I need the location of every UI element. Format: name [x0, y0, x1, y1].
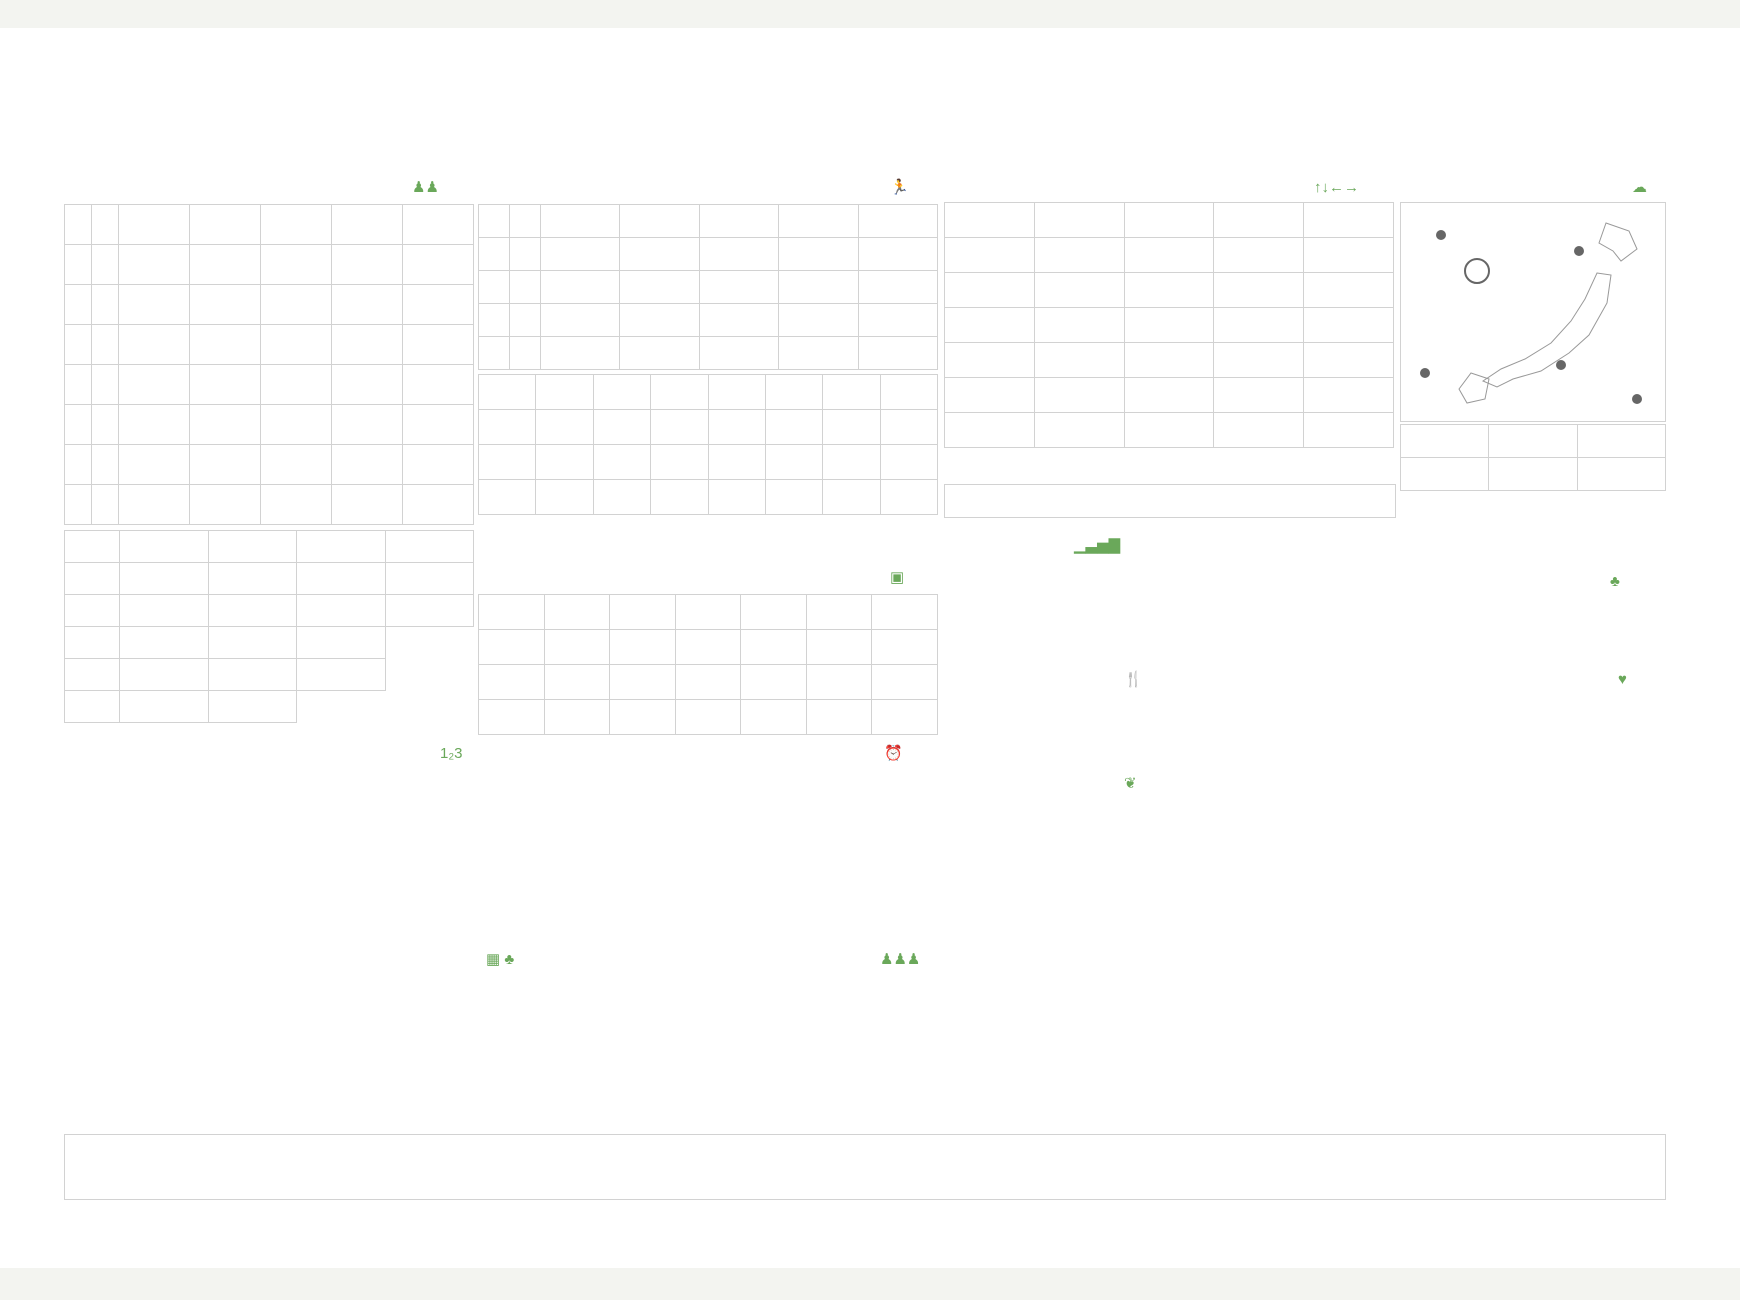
word-cell	[479, 480, 536, 515]
word-cell	[593, 445, 650, 480]
word-cell	[190, 365, 261, 405]
table-row	[65, 563, 474, 595]
calendar-icon: ▦ ♣	[486, 951, 515, 968]
table-row	[479, 271, 938, 304]
word-cell	[1034, 203, 1124, 238]
word-cell	[945, 203, 1035, 238]
word-cell	[675, 665, 741, 700]
word-cell	[741, 595, 807, 630]
word-cell	[945, 238, 1035, 273]
row-label-cell	[92, 445, 119, 485]
word-cell	[208, 563, 297, 595]
word-cell	[479, 445, 536, 480]
word-cell	[765, 410, 822, 445]
row-label-cell	[479, 271, 510, 304]
word-cell	[872, 595, 938, 630]
row-label-cell	[92, 205, 119, 245]
weather-table	[1400, 424, 1666, 491]
word-cell	[699, 304, 778, 337]
word-cell	[190, 205, 261, 245]
row-label-cell	[510, 205, 541, 238]
word-cell	[880, 445, 937, 480]
word-cell	[1124, 238, 1214, 273]
word-cell	[261, 285, 332, 325]
word-cell	[332, 285, 403, 325]
word-cell	[1214, 413, 1304, 448]
word-cell	[765, 480, 822, 515]
word-cell	[541, 304, 620, 337]
table-row	[945, 238, 1394, 273]
table-row	[945, 273, 1394, 308]
word-cell	[208, 531, 297, 563]
word-cell	[403, 285, 474, 325]
word-cell	[741, 665, 807, 700]
table-row	[479, 595, 938, 630]
row-label-cell	[510, 271, 541, 304]
table-row	[945, 378, 1394, 413]
word-cell	[945, 308, 1035, 343]
word-cell	[119, 325, 190, 365]
table-row	[65, 595, 474, 627]
word-cell	[190, 325, 261, 365]
be-verbs-table	[478, 204, 938, 370]
sprout-icon: ♣	[1610, 573, 1620, 590]
word-cell	[779, 238, 858, 271]
table-row	[1401, 425, 1666, 458]
word-cell	[699, 238, 778, 271]
word-cell	[872, 700, 938, 735]
word-cell	[1214, 238, 1304, 273]
table-row	[479, 480, 938, 515]
word-cell	[1489, 458, 1577, 491]
word-cell	[699, 337, 778, 370]
word-cell	[1124, 343, 1214, 378]
word-cell	[119, 245, 190, 285]
table-row	[479, 375, 938, 410]
table-row	[479, 665, 938, 700]
word-cell	[620, 271, 699, 304]
word-cell	[1034, 273, 1124, 308]
table-row	[945, 308, 1394, 343]
word-cell	[1304, 308, 1394, 343]
row-label-cell	[92, 245, 119, 285]
row-label-cell	[65, 365, 92, 405]
table-row	[1401, 458, 1666, 491]
word-cell	[385, 563, 474, 595]
weather-icon: ☁	[1632, 179, 1647, 196]
word-cell	[120, 691, 209, 723]
arrows-icon: ↑↓←→	[1314, 179, 1359, 196]
word-cell	[858, 337, 937, 370]
word-cell	[699, 271, 778, 304]
word-cell	[261, 325, 332, 365]
row-label-cell	[479, 205, 510, 238]
word-cell	[332, 245, 403, 285]
word-cell	[779, 271, 858, 304]
months-strip	[64, 1134, 1666, 1200]
word-cell	[806, 595, 872, 630]
period-panel	[492, 744, 938, 944]
emotions-panel	[1176, 670, 1666, 1154]
word-cell	[297, 627, 386, 659]
row-label-cell	[65, 205, 92, 245]
table-row	[479, 337, 938, 370]
word-cell	[544, 700, 610, 735]
word-cell	[261, 485, 332, 525]
pronouns-panel	[64, 178, 474, 738]
seasons-panel	[64, 950, 554, 1150]
row-label-cell	[92, 285, 119, 325]
word-cell	[779, 205, 858, 238]
word-cell	[119, 285, 190, 325]
word-cell	[332, 205, 403, 245]
word-cell	[1214, 378, 1304, 413]
word-cell	[120, 595, 209, 627]
demonstratives-table	[64, 530, 474, 723]
word-cell	[403, 245, 474, 285]
numbers-panel	[64, 744, 488, 944]
row-label-cell	[65, 245, 92, 285]
word-cell	[1124, 378, 1214, 413]
word-cell	[708, 375, 765, 410]
directions-panel	[944, 178, 1394, 468]
word-cell	[479, 665, 545, 700]
word-cell	[945, 413, 1035, 448]
word-cell	[806, 700, 872, 735]
row-label-cell	[65, 595, 120, 627]
row-label-cell	[92, 365, 119, 405]
table-row	[945, 413, 1394, 448]
table-row	[65, 445, 474, 485]
word-cell	[823, 445, 880, 480]
heart-icon: ♥	[1618, 671, 1627, 688]
word-cell	[945, 343, 1035, 378]
word-cell	[741, 630, 807, 665]
word-cell	[806, 665, 872, 700]
table-row	[65, 245, 474, 285]
word-cell	[858, 271, 937, 304]
word-cell	[403, 325, 474, 365]
auxiliary-panel	[944, 572, 1666, 662]
word-cell	[699, 205, 778, 238]
table-row	[945, 203, 1394, 238]
row-label-cell	[65, 563, 120, 595]
word-cell	[872, 665, 938, 700]
row-label-cell	[92, 405, 119, 445]
word-cell	[119, 445, 190, 485]
word-cell	[261, 245, 332, 285]
row-label-cell	[65, 325, 92, 365]
frequency-panel	[944, 528, 1666, 570]
word-cell	[119, 205, 190, 245]
word-cell	[1214, 343, 1304, 378]
word-cell	[1124, 308, 1214, 343]
word-cell	[297, 563, 386, 595]
table-row	[65, 691, 474, 723]
word-cell	[1401, 425, 1489, 458]
word-cell	[297, 659, 386, 691]
word-cell	[541, 238, 620, 271]
table-row	[65, 405, 474, 445]
row-label-cell	[65, 659, 120, 691]
table-row	[479, 700, 938, 735]
word-cell	[119, 485, 190, 525]
word-cell	[544, 665, 610, 700]
word-cell	[544, 595, 610, 630]
word-cell	[208, 595, 297, 627]
word-cell	[119, 405, 190, 445]
word-cell	[1304, 378, 1394, 413]
leaf-icon: ❦	[1124, 775, 1137, 792]
word-cell	[479, 410, 536, 445]
directions-table	[944, 202, 1394, 448]
word-cell	[208, 627, 297, 659]
word-cell	[620, 337, 699, 370]
word-cell	[880, 480, 937, 515]
word-cell	[945, 273, 1035, 308]
table-row	[945, 343, 1394, 378]
word-cell	[536, 445, 593, 480]
word-cell	[1304, 273, 1394, 308]
row-label-cell	[510, 337, 541, 370]
word-cell	[1214, 308, 1304, 343]
word-cell	[765, 445, 822, 480]
word-cell	[880, 410, 937, 445]
people-icon: ♟♟	[412, 179, 439, 196]
word-cell	[479, 700, 545, 735]
table-row	[65, 485, 474, 525]
word-cell	[651, 410, 708, 445]
word-cell	[823, 410, 880, 445]
word-cell	[593, 410, 650, 445]
word-cell	[541, 271, 620, 304]
word-cell	[536, 410, 593, 445]
word-cell	[479, 375, 536, 410]
word-cell	[208, 691, 297, 723]
word-cell	[332, 445, 403, 485]
row-label-cell	[65, 285, 92, 325]
row-label-cell	[65, 531, 120, 563]
word-cell	[823, 375, 880, 410]
verbs-panel	[478, 178, 938, 558]
word-cell	[1124, 273, 1214, 308]
word-cell	[610, 665, 676, 700]
word-cell	[332, 485, 403, 525]
word-cell	[593, 480, 650, 515]
table-row	[479, 238, 938, 271]
word-cell	[620, 238, 699, 271]
word-cell	[190, 405, 261, 445]
row-label-cell	[92, 325, 119, 365]
word-cell	[297, 531, 386, 563]
taste-panel	[944, 670, 1172, 766]
word-cell	[1489, 425, 1577, 458]
word-cell	[190, 285, 261, 325]
word-cell	[1034, 343, 1124, 378]
quote-box	[70, 118, 490, 160]
table-row	[479, 445, 938, 480]
word-cell	[620, 304, 699, 337]
word-cell	[297, 595, 386, 627]
word-cell	[620, 205, 699, 238]
word-cell	[858, 304, 937, 337]
word-cell	[332, 365, 403, 405]
word-cell	[261, 445, 332, 485]
word-cell	[945, 378, 1035, 413]
word-cell	[610, 595, 676, 630]
word-cell	[190, 485, 261, 525]
word-cell	[675, 630, 741, 665]
word-cell	[261, 405, 332, 445]
fork-knife-icon: 🍴	[1124, 671, 1143, 688]
prepositions-panel	[478, 568, 938, 740]
row-label-cell	[479, 337, 510, 370]
nature-panel	[944, 774, 1172, 1154]
word-cell	[541, 205, 620, 238]
yes-no-row	[944, 484, 1396, 518]
word-cell	[610, 630, 676, 665]
word-cell	[765, 375, 822, 410]
word-cell	[1401, 458, 1489, 491]
table-row	[65, 205, 474, 245]
table-row	[65, 365, 474, 405]
word-cell	[479, 630, 545, 665]
word-cell	[120, 659, 209, 691]
word-cell	[1304, 238, 1394, 273]
table-row	[479, 410, 938, 445]
table-row	[479, 304, 938, 337]
word-cell	[593, 375, 650, 410]
row-label-cell	[510, 238, 541, 271]
word-cell	[261, 205, 332, 245]
word-cell	[385, 595, 474, 627]
numbers-icon: 1₂3	[440, 745, 463, 762]
verbs-table	[478, 374, 938, 515]
word-cell	[261, 365, 332, 405]
book-icon: ▣	[890, 569, 905, 586]
row-label-cell	[65, 485, 92, 525]
word-cell	[208, 659, 297, 691]
word-cell	[536, 480, 593, 515]
word-cell	[1034, 238, 1124, 273]
poster	[0, 28, 1740, 1268]
word-cell	[806, 630, 872, 665]
prepositions-table	[478, 594, 938, 735]
table-row	[65, 285, 474, 325]
running-icon: 🏃	[890, 179, 909, 196]
row-label-cell	[65, 445, 92, 485]
word-cell	[385, 531, 474, 563]
word-cell	[403, 365, 474, 405]
word-cell	[479, 595, 545, 630]
bar-chart-icon: ▁▃▅▇	[1074, 537, 1121, 554]
word-cell	[1214, 203, 1304, 238]
table-row	[65, 531, 474, 563]
row-label-cell	[92, 485, 119, 525]
clock-icon: ⏰	[884, 745, 903, 762]
pronouns-table	[64, 204, 474, 525]
table-row	[479, 630, 938, 665]
word-cell	[651, 445, 708, 480]
word-cell	[858, 205, 937, 238]
word-cell	[403, 445, 474, 485]
word-cell	[872, 630, 938, 665]
row-label-cell	[65, 627, 120, 659]
table-row	[65, 325, 474, 365]
word-cell	[779, 304, 858, 337]
word-cell	[823, 480, 880, 515]
word-cell	[708, 445, 765, 480]
row-label-cell	[65, 405, 92, 445]
word-cell	[1034, 378, 1124, 413]
word-cell	[536, 375, 593, 410]
word-cell	[332, 325, 403, 365]
table-row	[479, 205, 938, 238]
word-cell	[120, 563, 209, 595]
word-cell	[1124, 203, 1214, 238]
japan-map-icon	[1401, 203, 1665, 421]
weather-panel	[1400, 178, 1666, 518]
table-row	[65, 627, 474, 659]
word-cell	[675, 700, 741, 735]
row-label-cell	[479, 238, 510, 271]
word-cell	[1577, 425, 1665, 458]
family-icon: ♟♟♟	[880, 951, 921, 968]
weather-map	[1400, 202, 1666, 422]
word-cell	[403, 405, 474, 445]
word-cell	[651, 375, 708, 410]
word-cell	[1214, 273, 1304, 308]
word-cell	[119, 365, 190, 405]
word-cell	[858, 238, 937, 271]
row-label-cell	[65, 691, 120, 723]
word-cell	[1304, 343, 1394, 378]
word-cell	[741, 700, 807, 735]
word-cell	[708, 480, 765, 515]
word-cell	[403, 205, 474, 245]
word-cell	[120, 531, 209, 563]
word-cell	[1034, 308, 1124, 343]
word-cell	[544, 630, 610, 665]
word-cell	[651, 480, 708, 515]
word-cell	[1124, 413, 1214, 448]
word-cell	[880, 375, 937, 410]
word-cell	[190, 245, 261, 285]
family-panel	[560, 950, 938, 1150]
word-cell	[1304, 413, 1394, 448]
word-cell	[332, 405, 403, 445]
row-label-cell	[479, 304, 510, 337]
word-cell	[1577, 458, 1665, 491]
word-cell	[190, 445, 261, 485]
row-label-cell	[510, 304, 541, 337]
word-cell	[610, 700, 676, 735]
word-cell	[1034, 413, 1124, 448]
word-cell	[1304, 203, 1394, 238]
word-cell	[779, 337, 858, 370]
word-cell	[403, 485, 474, 525]
word-cell	[120, 627, 209, 659]
table-row	[65, 659, 474, 691]
word-cell	[708, 410, 765, 445]
word-cell	[675, 595, 741, 630]
word-cell	[541, 337, 620, 370]
